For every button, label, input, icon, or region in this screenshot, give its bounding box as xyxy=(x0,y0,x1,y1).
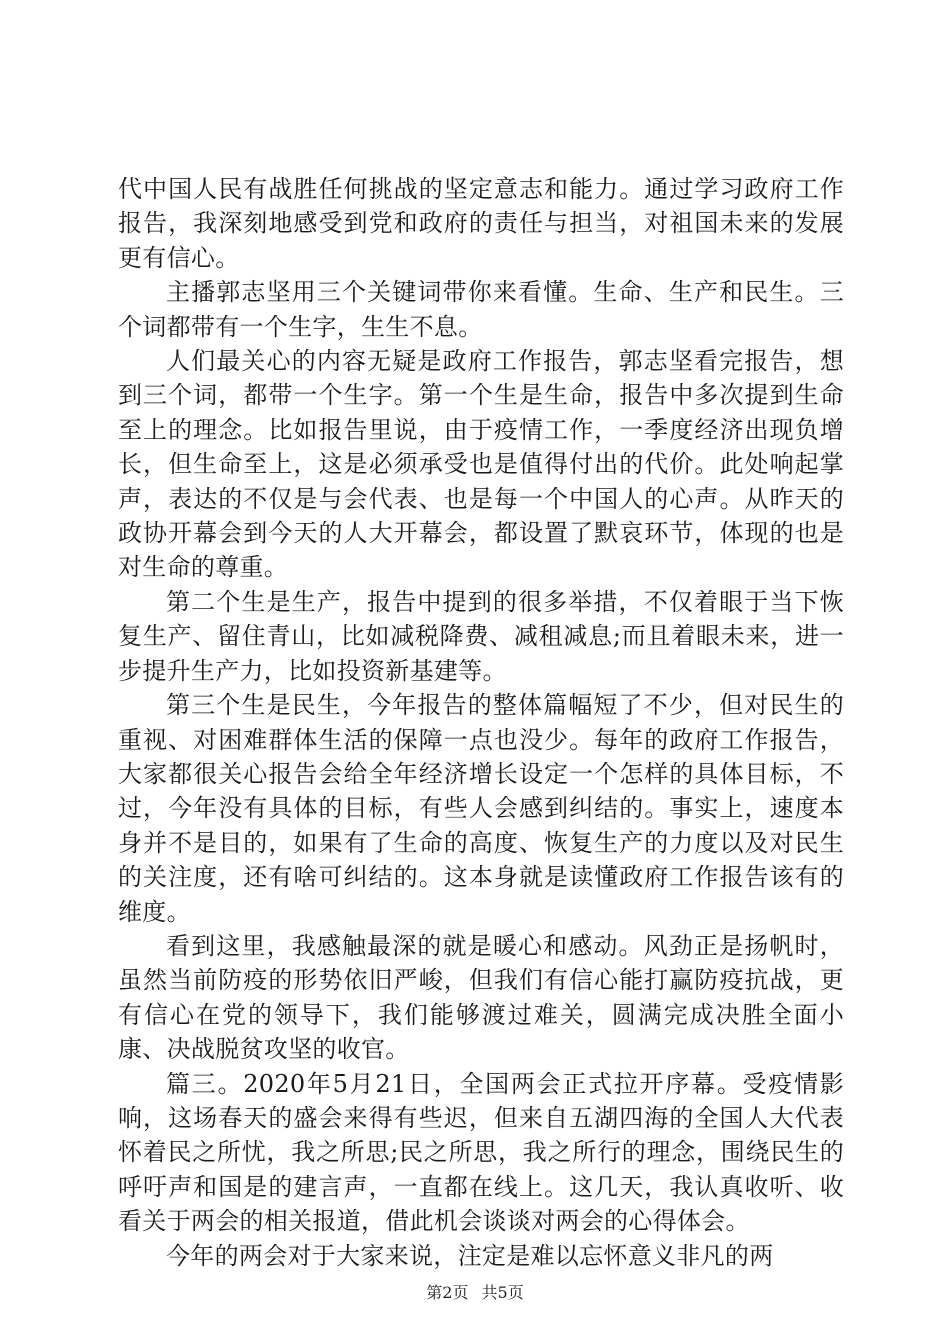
paragraph-7: 篇三。2020年5月21日，全国两会正式拉开序幕。受疫情影响，这场春天的盛会来得有些迟，但来自五湖四海的全国人大代表怀着民之所忧，我之所思;民之所思，我之所行的理念，围绕民生的呼吁声和国是的建言声，一直都在线上。这几天，我认真收听、收看关于两会的相关报道，借此机会谈谈对两会的心得体会。 xyxy=(118,1069,844,1236)
paragraph-3: 人们最关心的内容无疑是政府工作报告，郭志坚看完报告，想到三个词，都带一个生字。第一个生是生命，报告中多次提到生命至上的理念。比如报告里说，由于疫情工作，一季度经济出现负增长，但生命至上，这是必须承受也是值得付出的代价。此处响起掌声，表达的不仅是与会代表、也是每一个中国人的心声。从昨天的政协开幕会到今天的人大开幕会，都设置了默哀环节，体现的也是对生命的尊重。 xyxy=(118,347,844,582)
paragraph-5: 第三个生是民生，今年报告的整体篇幅短了不少，但对民生的重视、对困难群体生活的保障一点也没少。每年的政府工作报告，大家都很关心报告会给全年经济增长设定一个怎样的具体目标，不过，今年没有具体的目标，有些人会感到纠结的。事实上，速度本身并不是目的，如果有了生命的高度、恢复生产的力度以及对民生的关注度，还有啥可纠结的。这本身就是读懂政府工作报告该有的维度。 xyxy=(118,691,844,926)
paragraph-4: 第二个生是生产，报告中提到的很多举措，不仅着眼于当下恢复生产、留住青山，比如减税降费、减租减息;而且着眼未来，进一步提升生产力，比如投资新基建等。 xyxy=(118,587,844,685)
paragraph-2: 主播郭志坚用三个关键词带你来看懂。生命、生产和民生。三个词都带有一个生字，生生不息。 xyxy=(118,278,844,341)
document-body xyxy=(118,172,844,1273)
paragraph-6: 看到这里，我感触最深的就是暖心和感动。风劲正是扬帆时，虽然当前防疫的形势依旧严峻，但我们有信心能打赢防疫抗战，更有信心在党的领导下，我们能够渡过难关，圆满完成决胜全面小康、决战脱贫攻坚的收官。 xyxy=(118,931,844,1064)
page-total: 共5页 xyxy=(481,1283,524,1302)
page-footer xyxy=(0,1283,950,1303)
paragraph-1: 代中国人民有战胜任何挑战的坚定意志和能力。通过学习政府工作报告，我深刻地感受到党和政府的责任与担当，对祖国未来的发展更有信心。 xyxy=(118,175,844,272)
page-number: 第2页 xyxy=(426,1283,469,1302)
paragraph-8: 今年的两会对于大家来说，注定是难以忘怀意义非凡的两 xyxy=(166,1241,774,1270)
